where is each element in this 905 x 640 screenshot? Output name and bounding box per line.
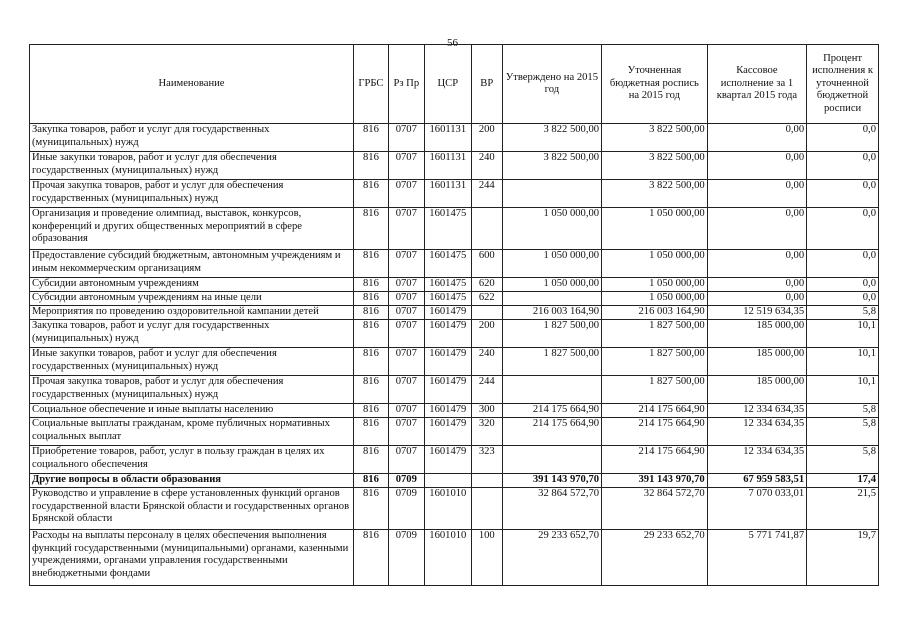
cell-grbs: 816	[354, 376, 389, 404]
cell-vr: 320	[471, 418, 502, 446]
cell-csr: 1601479	[424, 418, 471, 446]
cell-refined: 1 827 500,00	[602, 320, 708, 348]
cell-percent: 5,8	[807, 446, 879, 474]
cell-grbs: 816	[354, 348, 389, 376]
cell-cash: 0,00	[707, 292, 806, 306]
header-rzpr: Рз Пр	[388, 45, 424, 124]
cell-refined: 3 822 500,00	[602, 180, 708, 208]
cell-vr	[471, 488, 502, 530]
cell-refined: 1 827 500,00	[602, 348, 708, 376]
cell-vr: 240	[471, 348, 502, 376]
header-grbs: ГРБС	[354, 45, 389, 124]
cell-name: Приобретение товаров, работ, услуг в пользу граждан в целях их социального обеспечения	[30, 446, 354, 474]
cell-approved: 391 143 970,70	[502, 474, 601, 488]
cell-cash: 185 000,00	[707, 348, 806, 376]
cell-name: Прочая закупка товаров, работ и услуг для обеспечения государственных (муниципальных) нужд	[30, 376, 354, 404]
cell-approved: 216 003 164,90	[502, 306, 601, 320]
cell-percent: 5,8	[807, 418, 879, 446]
cell-rzpr: 0707	[388, 180, 424, 208]
cell-refined: 391 143 970,70	[602, 474, 708, 488]
cell-name: Организация и проведение олимпиад, выставок, конкурсов, конференций и других общественных мероприятий в сфере образования	[30, 208, 354, 250]
cell-name: Руководство и управление в сфере установленных функций органов государственной власти Брянской области и государственных органов Брянской области	[30, 488, 354, 530]
table-row	[30, 348, 879, 376]
cell-approved: 1 827 500,00	[502, 320, 601, 348]
header-csr: ЦСР	[424, 45, 471, 124]
cell-grbs: 816	[354, 488, 389, 530]
cell-refined: 1 050 000,00	[602, 278, 708, 292]
cell-vr: 100	[471, 530, 502, 586]
cell-rzpr: 0707	[388, 306, 424, 320]
cell-rzpr: 0707	[388, 418, 424, 446]
cell-rzpr: 0707	[388, 376, 424, 404]
cell-approved	[502, 446, 601, 474]
cell-percent: 0,0	[807, 124, 879, 152]
cell-grbs: 816	[354, 152, 389, 180]
table-row	[30, 278, 879, 292]
cell-percent: 19,7	[807, 530, 879, 586]
cell-grbs: 816	[354, 320, 389, 348]
cell-rzpr: 0707	[388, 404, 424, 418]
cell-percent: 0,0	[807, 292, 879, 306]
header-approved: Утверждено на 2015 год	[502, 45, 601, 124]
cell-refined: 29 233 652,70	[602, 530, 708, 586]
cell-rzpr: 0707	[388, 278, 424, 292]
table-row	[30, 306, 879, 320]
cell-approved: 32 864 572,70	[502, 488, 601, 530]
cell-approved: 214 175 664,90	[502, 418, 601, 446]
cell-grbs: 816	[354, 180, 389, 208]
cell-rzpr: 0707	[388, 208, 424, 250]
cell-cash: 12 334 634,35	[707, 404, 806, 418]
budget-table	[29, 44, 879, 586]
cell-refined: 214 175 664,90	[602, 418, 708, 446]
cell-vr: 600	[471, 250, 502, 278]
cell-rzpr: 0709	[388, 488, 424, 530]
cell-vr: 244	[471, 376, 502, 404]
cell-vr: 300	[471, 404, 502, 418]
cell-name: Субсидии автономным учреждениям	[30, 278, 354, 292]
cell-percent: 5,8	[807, 306, 879, 320]
cell-grbs: 816	[354, 474, 389, 488]
cell-grbs: 816	[354, 306, 389, 320]
page-number: 56	[447, 37, 458, 49]
cell-vr: 240	[471, 152, 502, 180]
cell-grbs: 816	[354, 124, 389, 152]
cell-approved: 29 233 652,70	[502, 530, 601, 586]
table-row	[30, 418, 879, 446]
cell-csr	[424, 474, 471, 488]
cell-percent: 10,1	[807, 348, 879, 376]
cell-percent: 21,5	[807, 488, 879, 530]
cell-cash: 0,00	[707, 208, 806, 250]
cell-vr: 200	[471, 124, 502, 152]
cell-csr: 1601479	[424, 306, 471, 320]
table-row	[30, 376, 879, 404]
cell-csr: 1601010	[424, 530, 471, 586]
cell-percent: 0,0	[807, 208, 879, 250]
header-name: Наименование	[30, 45, 354, 124]
cell-percent: 5,8	[807, 404, 879, 418]
cell-approved	[502, 292, 601, 306]
cell-grbs: 816	[354, 530, 389, 586]
cell-csr: 1601131	[424, 152, 471, 180]
header-percent: Процент исполнения к уточненной бюджетной росписи	[807, 45, 879, 124]
cell-refined: 214 175 664,90	[602, 404, 708, 418]
table-row	[30, 152, 879, 180]
cell-approved: 3 822 500,00	[502, 124, 601, 152]
cell-csr: 1601131	[424, 180, 471, 208]
cell-name: Другие вопросы в области образования	[30, 474, 354, 488]
cell-rzpr: 0707	[388, 446, 424, 474]
cell-vr: 622	[471, 292, 502, 306]
cell-vr	[471, 208, 502, 250]
cell-name: Социальное обеспечение и иные выплаты населению	[30, 404, 354, 418]
cell-cash: 0,00	[707, 180, 806, 208]
table-body	[30, 124, 879, 586]
table-row	[30, 292, 879, 306]
cell-csr: 1601475	[424, 250, 471, 278]
cell-vr: 200	[471, 320, 502, 348]
cell-name: Предоставление субсидий бюджетным, автономным учреждениям и иным некоммерческим организациям	[30, 250, 354, 278]
table-row	[30, 208, 879, 250]
cell-refined: 1 050 000,00	[602, 208, 708, 250]
cell-cash: 12 334 634,35	[707, 446, 806, 474]
cell-csr: 1601479	[424, 320, 471, 348]
table-row	[30, 530, 879, 586]
cell-name: Иные закупки товаров, работ и услуг для обеспечения государственных (муниципальных) нужд	[30, 348, 354, 376]
cell-csr: 1601475	[424, 208, 471, 250]
cell-csr: 1601479	[424, 404, 471, 418]
cell-csr: 1601479	[424, 446, 471, 474]
cell-grbs: 816	[354, 418, 389, 446]
table-row	[30, 404, 879, 418]
cell-cash: 185 000,00	[707, 376, 806, 404]
cell-grbs: 816	[354, 292, 389, 306]
header-refined: Уточненная бюджетная роспись на 2015 год	[602, 45, 708, 124]
cell-rzpr: 0707	[388, 124, 424, 152]
cell-csr: 1601475	[424, 278, 471, 292]
cell-rzpr: 0707	[388, 348, 424, 376]
cell-name: Субсидии автономным учреждениям на иные цели	[30, 292, 354, 306]
cell-refined: 1 827 500,00	[602, 376, 708, 404]
cell-csr: 1601475	[424, 292, 471, 306]
cell-vr	[471, 474, 502, 488]
cell-percent: 10,1	[807, 320, 879, 348]
cell-approved: 1 050 000,00	[502, 278, 601, 292]
table-row	[30, 474, 879, 488]
table-row	[30, 180, 879, 208]
cell-csr: 1601479	[424, 376, 471, 404]
cell-grbs: 816	[354, 404, 389, 418]
cell-approved: 1 050 000,00	[502, 208, 601, 250]
cell-name: Расходы на выплаты персоналу в целях обеспечения выполнения функций государственными (муниципальными) органами, казенными учреждениями, органами управления государственными внебюджетными фондами	[30, 530, 354, 586]
cell-refined: 1 050 000,00	[602, 292, 708, 306]
header-vr: ВР	[471, 45, 502, 124]
table-row	[30, 320, 879, 348]
table-header-row	[30, 45, 879, 124]
cell-vr: 620	[471, 278, 502, 292]
cell-percent: 0,0	[807, 152, 879, 180]
cell-percent: 10,1	[807, 376, 879, 404]
cell-refined: 32 864 572,70	[602, 488, 708, 530]
cell-name: Иные закупки товаров, работ и услуг для обеспечения государственных (муниципальных) нужд	[30, 152, 354, 180]
cell-cash: 0,00	[707, 152, 806, 180]
cell-approved: 1 827 500,00	[502, 348, 601, 376]
cell-cash: 7 070 033,01	[707, 488, 806, 530]
cell-name: Прочая закупка товаров, работ и услуг для обеспечения государственных (муниципальных) нужд	[30, 180, 354, 208]
cell-rzpr: 0707	[388, 152, 424, 180]
cell-grbs: 816	[354, 278, 389, 292]
cell-percent: 0,0	[807, 278, 879, 292]
cell-vr: 323	[471, 446, 502, 474]
cell-rzpr: 0709	[388, 530, 424, 586]
cell-refined: 214 175 664,90	[602, 446, 708, 474]
cell-csr: 1601479	[424, 348, 471, 376]
cell-vr	[471, 306, 502, 320]
cell-csr: 1601010	[424, 488, 471, 530]
cell-cash: 0,00	[707, 124, 806, 152]
cell-refined: 3 822 500,00	[602, 124, 708, 152]
cell-cash: 185 000,00	[707, 320, 806, 348]
cell-name: Закупка товаров, работ и услуг для государственных (муниципальных) нужд	[30, 320, 354, 348]
cell-cash: 0,00	[707, 250, 806, 278]
cell-approved: 214 175 664,90	[502, 404, 601, 418]
cell-rzpr: 0707	[388, 250, 424, 278]
cell-grbs: 816	[354, 446, 389, 474]
cell-approved	[502, 376, 601, 404]
table-row	[30, 446, 879, 474]
cell-cash: 0,00	[707, 278, 806, 292]
table-row	[30, 124, 879, 152]
cell-name: Закупка товаров, работ и услуг для государственных (муниципальных) нужд	[30, 124, 354, 152]
cell-csr: 1601131	[424, 124, 471, 152]
cell-percent: 0,0	[807, 250, 879, 278]
cell-name: Мероприятия по проведению оздоровительной кампании детей	[30, 306, 354, 320]
cell-percent: 0,0	[807, 180, 879, 208]
cell-approved: 3 822 500,00	[502, 152, 601, 180]
cell-refined: 3 822 500,00	[602, 152, 708, 180]
cell-grbs: 816	[354, 250, 389, 278]
cell-percent: 17,4	[807, 474, 879, 488]
cell-cash: 67 959 583,51	[707, 474, 806, 488]
cell-cash: 12 519 634,35	[707, 306, 806, 320]
cell-rzpr: 0709	[388, 474, 424, 488]
cell-rzpr: 0707	[388, 292, 424, 306]
table-row	[30, 250, 879, 278]
cell-name: Социальные выплаты гражданам, кроме публичных нормативных социальных выплат	[30, 418, 354, 446]
cell-grbs: 816	[354, 208, 389, 250]
header-cash: Кассовое исполнение за 1 квартал 2015 года	[707, 45, 806, 124]
cell-refined: 216 003 164,90	[602, 306, 708, 320]
cell-refined: 1 050 000,00	[602, 250, 708, 278]
cell-approved: 1 050 000,00	[502, 250, 601, 278]
cell-approved	[502, 180, 601, 208]
cell-cash: 5 771 741,87	[707, 530, 806, 586]
table-row	[30, 488, 879, 530]
cell-rzpr: 0707	[388, 320, 424, 348]
cell-cash: 12 334 634,35	[707, 418, 806, 446]
cell-vr: 244	[471, 180, 502, 208]
